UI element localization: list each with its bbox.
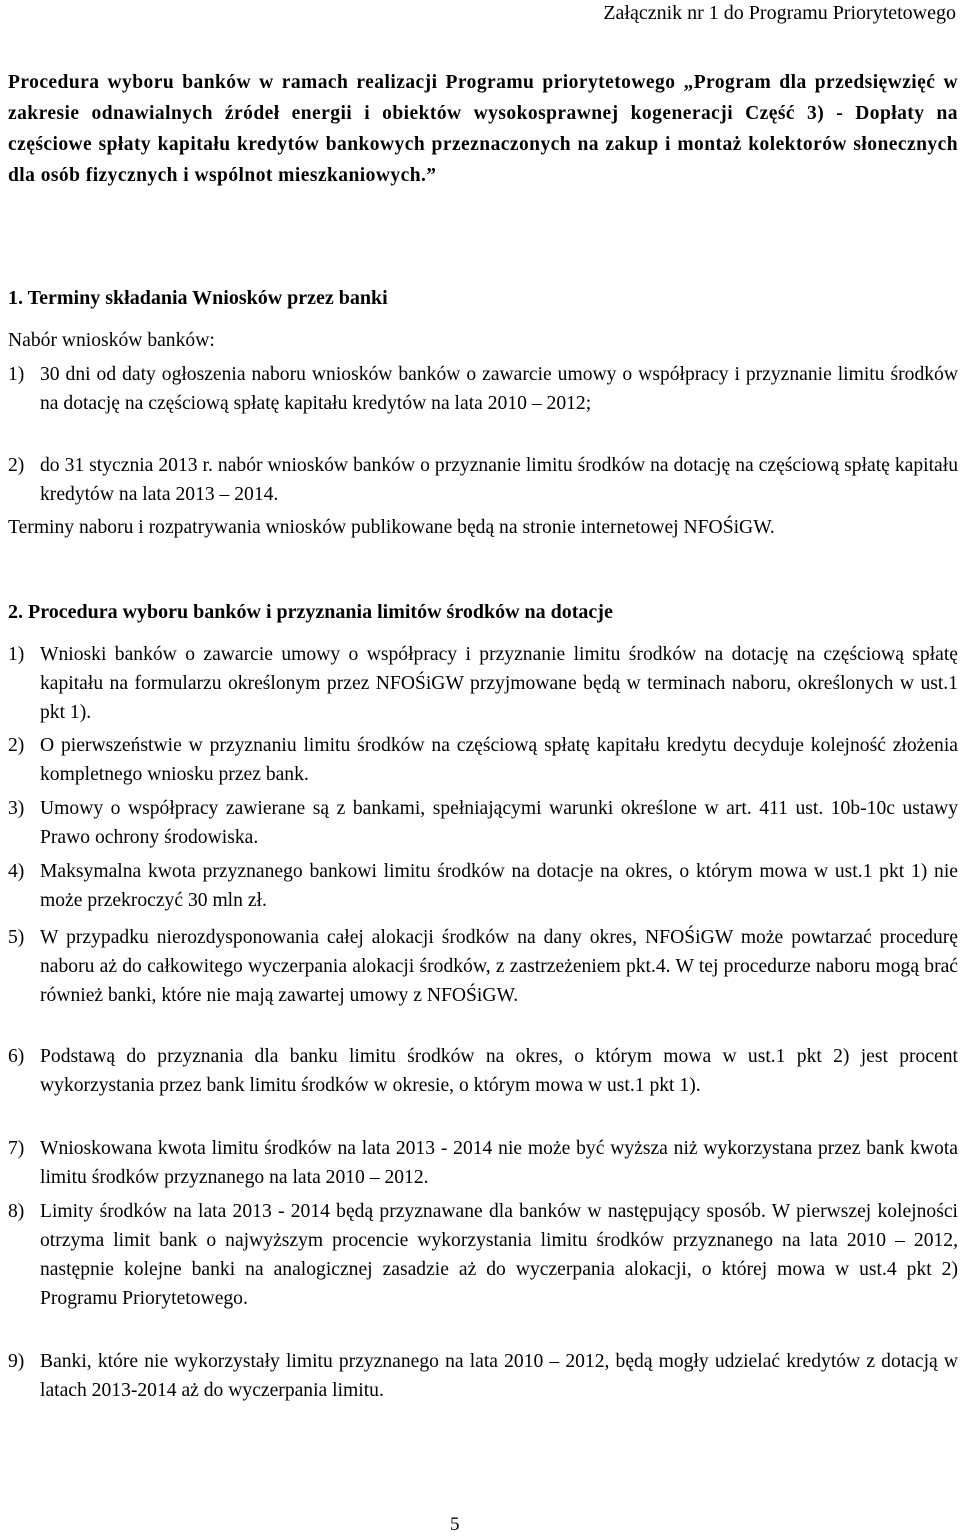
list-text: Limity środków na lata 2013 - 2014 będą przyznawane dla banków w następujący sposób. W pierwszej kolejności otrzyma limit bank o najwyższym procencie wykorzystania limitu środków przyznanego na lata 2010 – 2012, następnie kolejne banki na analogicznej zasadzie aż do wyczerpania alokacji, o której mowa w ust.4 pkt 2) Programu Priorytetowego. — [40, 1201, 958, 1309]
section-1-note: Terminy naboru i rozpatrywania wniosków publikowane będą na stronie internetowej NFOŚiGW. — [8, 517, 775, 538]
list-text: Umowy o współpracy zawierane są z bankami, spełniającymi warunki określone w art. 411 ust. 10b-10c ustawy Prawo ochrony środowiska. — [40, 798, 958, 848]
list-number: 6) — [8, 1046, 25, 1067]
list-text: Wnioski banków o zawarcie umowy o współpracy i przyznanie limitu środków na dotację na częściową spłatę kapitału na formularzu określonym przez NFOŚiGW przyjmowane będą w terminach naboru, określonych w ust.1 pkt 1). — [40, 644, 958, 723]
section-2-item-9 — [8, 1347, 958, 1405]
section-1-item-2 — [8, 451, 958, 509]
list-number: 7) — [8, 1138, 25, 1159]
list-number: 8) — [8, 1201, 25, 1222]
page-number: 5 — [450, 1514, 460, 1535]
list-text: Podstawą do przyznania dla banku limitu środków na okres, o którym mowa w ust.1 pkt 2) jest procent wykorzystania przez bank limitu środków w okresie, o którym mowa w ust.1 pkt 1). — [40, 1046, 958, 1096]
section-2-heading: 2. Procedura wyboru banków i przyznania limitów środków na dotacje — [8, 601, 613, 623]
list-text: Maksymalna kwota przyznanego bankowi limitu środków na dotacje na okres, o którym mowa w ust.1 pkt 1) nie może przekroczyć 30 mln zł. — [40, 861, 958, 911]
section-2-item-8 — [8, 1197, 958, 1313]
section-2-item-7 — [8, 1134, 958, 1192]
section-2-item-4 — [8, 857, 958, 915]
list-number: 1) — [8, 364, 25, 385]
document-title: Procedura wyboru banków w ramach realizacji Programu priorytetowego „Program dla przedsięwzięć w zakresie odnawialnych źródeł energii i obiektów wysokosprawnej kogeneracji Część 3) - Dopłaty na częściowe spłaty kapitału kredytów bankowych przeznaczonych na zakup i montaż kolektorów słonecznych dla osób fizycznych i wspólnot mieszkaniowych.” — [8, 72, 958, 186]
section-1-intro: Nabór wniosków banków: — [8, 330, 215, 351]
list-text: Banki, które nie wykorzystały limitu przyznanego na lata 2010 – 2012, będą mogły udzielać kredytów z dotacją w latach 2013-2014 aż do wyczerpania limitu. — [40, 1351, 958, 1401]
list-number: 5) — [8, 927, 25, 948]
list-text: Wnioskowana kwota limitu środków na lata 2013 - 2014 nie może być wyższa niż wykorzystana przez bank kwota limitu środków przyznanego na lata 2010 – 2012. — [40, 1138, 958, 1188]
list-text: O pierwszeństwie w przyznaniu limitu środków na częściową spłatę kapitału kredytu decyduje kolejność złożenia kompletnego wniosku przez bank. — [40, 735, 958, 785]
section-2-item-5 — [8, 923, 958, 1010]
annex-label: Załącznik nr 1 do Programu Priorytetowego — [603, 2, 956, 24]
list-number: 9) — [8, 1351, 25, 1372]
list-number: 3) — [8, 798, 25, 819]
list-text: do 31 stycznia 2013 r. nabór wniosków banków o przyznanie limitu środków na dotację na częściową spłatę kapitału kredytów na lata 2013 – 2014. — [40, 455, 958, 505]
list-text: W przypadku nierozdysponowania całej alokacji środków na dany okres, NFOŚiGW może powtarzać procedurę naboru aż do całkowitego wyczerpania alokacji środków, z zastrzeżeniem pkt.4. W tej procedurze naboru mogą brać również banki, które nie mają zawartej umowy z NFOŚiGW. — [40, 927, 958, 1006]
list-text: 30 dni od daty ogłoszenia naboru wniosków banków o zawarcie umowy o współpracy i przyznanie limitu środków na dotację na częściową spłatę kapitału kredytów na lata 2010 – 2012; — [40, 364, 958, 414]
section-2-item-3 — [8, 794, 958, 852]
section-2-item-6 — [8, 1042, 958, 1100]
section-2-item-2 — [8, 731, 958, 789]
list-number: 2) — [8, 735, 25, 756]
list-number: 2) — [8, 455, 25, 476]
section-1-item-1 — [8, 360, 958, 418]
list-number: 1) — [8, 644, 25, 665]
list-number: 4) — [8, 861, 25, 882]
section-1-heading: 1. Terminy składania Wniosków przez banki — [8, 287, 388, 309]
section-2-item-1 — [8, 640, 958, 727]
